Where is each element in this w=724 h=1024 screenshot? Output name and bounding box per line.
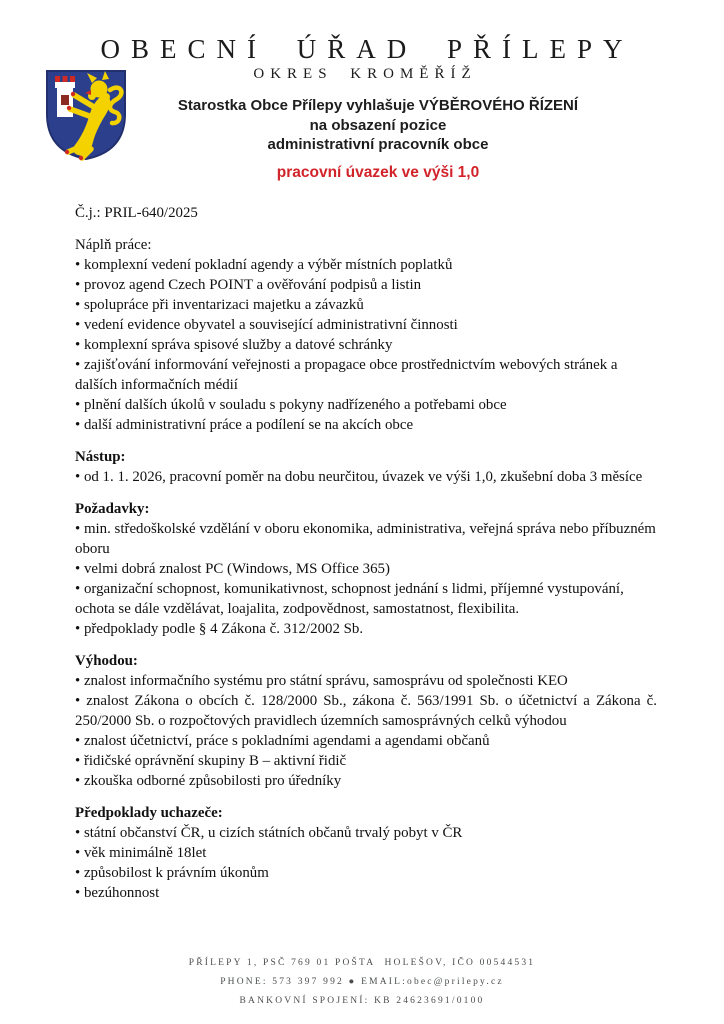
bullet-icon: • [75, 317, 84, 333]
bullet-text: bezúhonnost [83, 885, 160, 901]
bullet-icon: • [75, 885, 84, 901]
bullet-icon: • [75, 845, 84, 861]
bullet-text: od 1. 1. 2026, pracovní poměr na dobu neurčitou, úvazek ve výši 1,0, zkušební doba 3 měsíce [83, 469, 643, 485]
bullet-item [75, 395, 657, 415]
bullet-item [75, 355, 657, 395]
section-heading: Výhodou: [75, 653, 138, 669]
section-heading: Nástup: [75, 449, 126, 465]
bullet-text: vedení evidence obyvatel a související administrativní činnosti [83, 317, 458, 333]
document-body [75, 203, 657, 903]
bullet-text: spolupráce při inventarizaci majetku a závazků [83, 297, 364, 313]
bullet-icon: • [75, 733, 84, 749]
section-nastup [75, 447, 657, 487]
bullet-item [75, 295, 657, 315]
bullet-item [75, 843, 657, 863]
bullet-text: předpoklady podle § 4 Zákona č. 312/2002 Sb. [83, 621, 364, 637]
footer [0, 954, 724, 1011]
announcement-line-1: Starostka Obce Přílepy vyhlašuje VÝBĚROVÉHO ŘÍZENÍ [177, 97, 579, 114]
bullet-icon: • [75, 357, 84, 373]
section-predpoklady [75, 803, 657, 903]
bullet-list [75, 823, 657, 903]
bullet-text: organizační schopnost, komunikativnost, schopnost jednání s lidmi, příjemné vystupování, ochota se dále vzdělávat, loajalita, zodpovědnost, samostatnost, flexibilita. [75, 581, 624, 617]
footer-bank-line: BANKOVNÍ SPOJENÍ: KB 24623691/0100 [239, 996, 485, 1006]
bullet-text: další administrativní práce a podílení se na akcích obce [83, 417, 414, 433]
bullet-text: provoz agend Czech POINT a ověřování podpisů a listin [83, 277, 422, 293]
bullet-text: věk minimálně 18let [83, 845, 207, 861]
section-heading: Předpoklady uchazeče: [75, 805, 223, 821]
bullet-icon: • [75, 337, 84, 353]
bullet-icon: • [75, 621, 84, 637]
bullet-icon: • [75, 397, 84, 413]
bullet-item [75, 255, 657, 275]
bullet-icon: • [75, 825, 84, 841]
bullet-text: zkouška odborné způsobilosti pro úředníky [83, 773, 342, 789]
bullet-item [75, 559, 657, 579]
bullet-text: znalost Zákona o obcích č. 128/2000 Sb., zákona č. 563/1991 Sb. o účetnictví a Zákona č. 250/2000 Sb. o rozpočtových pravidlech územních samosprávných celků výhodou [75, 693, 658, 729]
announcement-line-2: na obsazení pozice [309, 116, 447, 134]
section-pozadavky [75, 499, 657, 639]
bullet-list [75, 519, 657, 639]
bullet-item [75, 335, 657, 355]
section-heading: Požadavky: [75, 501, 150, 517]
work-load-highlight: pracovní úvazek ve výši 1,0 [276, 163, 480, 181]
bullet-icon: • [75, 693, 87, 709]
bullet-icon: • [75, 581, 84, 597]
bullet-text: znalost účetnictví, práce s pokladními agendami a agendami občanů [83, 733, 490, 749]
bullet-icon: • [75, 521, 84, 537]
section-heading: Náplň práce: [75, 237, 152, 253]
section-vyhodou [75, 651, 657, 791]
bullet-item [75, 275, 657, 295]
bullet-icon: • [75, 865, 84, 881]
bullet-item [75, 731, 657, 751]
district-subtitle: OKRES KROMĚŘÍŽ [253, 66, 477, 82]
bullet-item [75, 751, 657, 771]
bullet-text: velmi dobrá znalost PC (Windows, MS Office 365) [83, 561, 390, 577]
bullet-text: komplexní vedení pokladní agendy a výběr místních poplatků [83, 257, 453, 273]
bullet-icon: • [75, 257, 84, 273]
bullet-item [75, 823, 657, 843]
announcement-line-3: administrativní pracovník obce [267, 136, 489, 153]
bullet-text: komplexní správa spisové služby a datové schránky [83, 337, 393, 353]
bullet-icon: • [75, 673, 84, 689]
bullet-icon: • [75, 297, 84, 313]
bullet-item [75, 863, 657, 883]
coat-of-arms-icon [42, 66, 130, 162]
bullet-list [75, 671, 657, 791]
bullet-text: znalost informačního systému pro státní správu, samosprávu od společnosti KEO [83, 673, 568, 689]
bullet-item [75, 771, 657, 791]
bullet-icon: • [75, 469, 84, 485]
bullet-list [75, 255, 657, 435]
bullet-text: způsobilost k právním úkonům [83, 865, 269, 881]
bullet-item [75, 579, 657, 619]
bullet-text: zajišťování informování veřejnosti a propagace obce prostřednictvím webových stránek a dalších informačních médií [75, 357, 618, 393]
bullet-item [75, 671, 657, 691]
bullet-text: státní občanství ČR, u cizích státních občanů trvalý pobyt v ČR [83, 825, 463, 841]
footer-contact-line: PHONE: 573 397 992 ● EMAIL:obec@prilepy.cz [220, 977, 504, 987]
bullet-icon: • [75, 753, 84, 769]
office-title: OBECNÍ ÚŘAD PŘÍLEPY [100, 34, 634, 64]
bullet-text: plnění dalších úkolů v souladu s pokyny nadřízeného a potřebami obce [83, 397, 507, 413]
bullet-item [75, 619, 657, 639]
bullet-icon: • [75, 773, 84, 789]
bullet-item [75, 691, 657, 731]
bullet-item [75, 883, 657, 903]
section-napln-prace [75, 235, 657, 435]
bullet-item [75, 415, 657, 435]
bullet-list [75, 467, 657, 487]
bullet-icon: • [75, 417, 84, 433]
bullet-text: řidičské oprávnění skupiny B – aktivní řidič [83, 753, 347, 769]
footer-address-line: PŘÍLEPY 1, PSČ 769 01 POŠTA HOLEŠOV, IČO 00544531 [188, 958, 536, 968]
bullet-item [75, 315, 657, 335]
bullet-icon: • [75, 561, 84, 577]
bullet-icon: • [75, 277, 84, 293]
bullet-text: min. středoškolské vzdělání v oboru ekonomika, administrativa, veřejná správa nebo příbuzném oboru [75, 521, 656, 557]
bullet-item [75, 519, 657, 559]
bullet-item [75, 467, 657, 487]
reference-number: Č.j.: PRIL-640/2025 [75, 205, 198, 221]
